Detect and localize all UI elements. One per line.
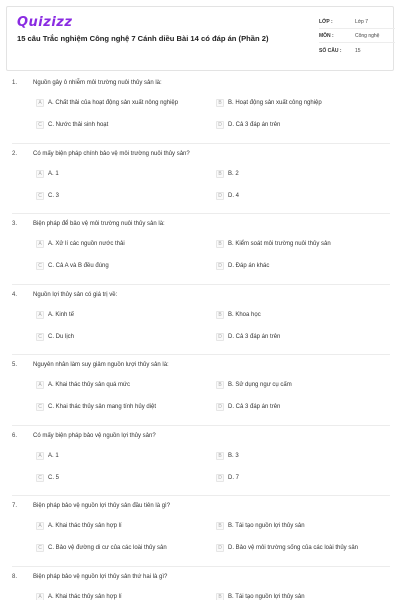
option-letter-box: A [36,311,44,319]
question-divider [12,425,390,426]
option-letter-box: C [36,474,44,482]
answer-option-b[interactable] [216,169,239,179]
answer-options [12,298,390,340]
option-text: A. Khai thác thủy sản hợp lí [48,593,122,600]
option-letter-box: D [216,474,224,482]
question-number: 5. [12,362,18,368]
option-text: D. 4 [228,192,240,199]
question-text: Nguồn lợi thủy sản có giá trị về: [33,291,118,298]
answer-option-a[interactable] [36,380,130,390]
answer-options [12,227,390,269]
meta-value: 15 [355,48,361,54]
answer-options [12,580,390,600]
question-number: 3. [12,221,18,227]
answer-option-a[interactable] [36,592,122,600]
question-block [12,80,390,128]
answer-option-a[interactable] [36,98,178,108]
option-text: A. Chất thải của hoạt động sản xuất nông nghiệp [48,100,179,106]
answer-option-b[interactable] [216,239,331,249]
option-letter-box: A [36,99,44,107]
meta-row-grade [319,15,395,29]
option-text: C. Nước thải sinh hoạt [48,122,109,128]
answer-option-c[interactable] [36,332,74,342]
question-text: Có mấy biện pháp chính bảo vệ môi trường nuôi thủy sản? [33,150,190,157]
option-letter-box: D [216,544,224,552]
option-letter-box: D [216,192,224,200]
option-text: C. Khai thác thủy sản mang tính hủy diệt [48,404,157,410]
answer-option-c[interactable] [36,120,108,130]
question-divider [12,354,390,355]
question-number: 6. [12,432,18,439]
option-text: B. Tái tạo nguồn lợi thủy sản [228,523,305,529]
answer-option-c[interactable] [36,543,167,553]
meta-key: LỚP : [319,19,333,25]
option-letter-box: C [36,262,44,270]
option-text: B. 2 [228,170,239,177]
option-letter-box: B [216,593,224,600]
option-letter-box: C [36,121,44,129]
question-divider [12,213,390,214]
answer-option-c[interactable] [36,261,109,271]
option-text: B. Hoạt động sản xuất công nghiệp [228,100,322,106]
option-letter-box: B [216,522,224,530]
question-divider [12,284,390,285]
option-text: C. Cả A và B đều đúng [48,263,109,269]
option-text: A. 1 [48,452,59,459]
option-text: D. Cả 3 đáp án trên [228,333,281,340]
answer-option-b[interactable] [216,451,239,461]
question-number: 4. [12,291,18,298]
option-letter-box: A [36,170,44,178]
question-text: Nguồn gây ô nhiễm môi trường nuôi thủy sản là: [33,80,162,86]
option-letter-box: A [36,381,44,389]
option-text: C. Bảo vệ đường di cư của các loài thủy sản [48,545,167,551]
question-block [12,292,390,340]
option-letter-box: C [36,333,44,341]
question-divider [12,566,390,567]
question-block [12,221,390,269]
option-text: C. 5 [48,474,60,481]
answer-option-c[interactable] [36,473,59,483]
option-text: D. 7 [228,474,240,481]
question-block [12,362,390,410]
option-text: D. Cả 3 đáp án trên [228,122,281,128]
option-text: A. 1 [48,170,59,177]
answer-option-a[interactable] [36,169,59,179]
option-text: A. Khai thác thủy sản hợp lí [48,523,122,529]
answer-option-d[interactable] [216,120,280,130]
answer-option-b[interactable] [216,521,305,531]
question-block [12,503,390,551]
answer-option-a[interactable] [36,521,122,531]
question-block [12,433,390,481]
option-letter-box: B [216,170,224,178]
option-letter-box: B [216,311,224,319]
meta-row-count [319,43,395,57]
answer-option-c[interactable] [36,191,59,201]
meta-key: SỐ CÂU : [319,48,342,54]
question-text: Biện pháp bảo vệ nguồn lợi thủy sản đầu tiên là gì? [33,503,171,509]
meta-row-subject [319,29,395,43]
option-text: A. Xử lí các nguồn nước thải [48,241,125,247]
answer-options [12,368,390,410]
answer-option-c[interactable] [36,402,156,412]
option-letter-box: C [36,544,44,552]
option-letter-box: B [216,452,224,460]
answer-option-b[interactable] [216,98,322,108]
answer-options [12,157,390,199]
question-block [12,151,390,199]
question-number: 8. [12,573,18,580]
option-letter-box: A [36,452,44,460]
question-text: Biện pháp bảo vệ nguồn lợi thủy sản thứ hai là gì? [33,573,168,580]
meta-value: Lớp 7 [355,19,369,25]
answer-option-d[interactable] [216,191,239,201]
question-divider [12,143,390,144]
option-letter-box: D [216,121,224,129]
question-divider [12,495,390,496]
answer-option-d[interactable] [216,261,269,271]
worksheet-meta [319,15,395,57]
answer-options [12,509,390,551]
option-text: A. Kinh tế [48,311,75,318]
option-letter-box: B [216,99,224,107]
option-text: B. Khoa học [228,311,261,318]
answer-option-b[interactable] [216,380,292,390]
answer-option-a[interactable] [36,310,74,320]
answer-option-d[interactable] [216,402,280,412]
question-text: Biện pháp để bảo vệ môi trường nuôi thủy sản là: [33,221,165,227]
option-text: B. Sử dụng ngư cụ cấm [228,382,292,388]
answer-option-a[interactable] [36,239,125,249]
option-text: D. Bảo vệ môi trường sống của các loài thủy sản [228,545,359,551]
option-text: C. Du lịch [48,333,75,340]
option-text: B. Kiểm soát môi trường nuôi thủy sản [228,241,331,247]
meta-key: MÔN : [319,33,334,39]
option-text: B. Tái tạo nguồn lợi thủy sản [228,593,305,600]
answer-option-a[interactable] [36,451,59,461]
question-text: Nguyên nhân làm suy giảm nguồn lượi thủy sản là: [33,362,169,368]
option-letter-box: B [216,381,224,389]
option-letter-box: C [36,192,44,200]
question-block [12,574,390,600]
option-text: C. 3 [48,192,60,199]
option-text: A. Khai thác thủy sản quá mức [48,382,131,388]
option-letter-box: A [36,522,44,530]
answer-option-d[interactable] [216,543,358,553]
meta-value: Công nghệ [355,33,380,39]
option-letter-box: C [36,403,44,411]
question-number: 2. [12,150,18,157]
option-text: B. 3 [228,452,239,459]
option-letter-box: A [36,240,44,248]
option-letter-box: D [216,333,224,341]
quizizz-logo: Quizizz [17,15,73,30]
question-number: 1. [12,80,18,86]
question-number: 7. [12,503,18,509]
worksheet-header [6,6,394,71]
option-text: D. Đáp án khác [228,263,270,269]
option-letter-box: D [216,262,224,270]
option-letter-box: A [36,593,44,600]
option-text: D. Cả 3 đáp án trên [228,404,281,410]
question-text: Có mấy biện pháp bảo vệ nguồn lợi thủy sản? [33,432,156,439]
option-letter-box: D [216,403,224,411]
answer-option-b[interactable] [216,310,261,320]
answer-options [12,439,390,481]
answer-option-d[interactable] [216,473,239,483]
answer-options [12,86,390,128]
answer-option-d[interactable] [216,332,280,342]
option-letter-box: B [216,240,224,248]
answer-option-b[interactable] [216,592,305,600]
worksheet-title: 15 câu Trắc nghiệm Công nghệ 7 Cánh diều Bài 14 có đáp án (Phần 2) [17,34,269,43]
